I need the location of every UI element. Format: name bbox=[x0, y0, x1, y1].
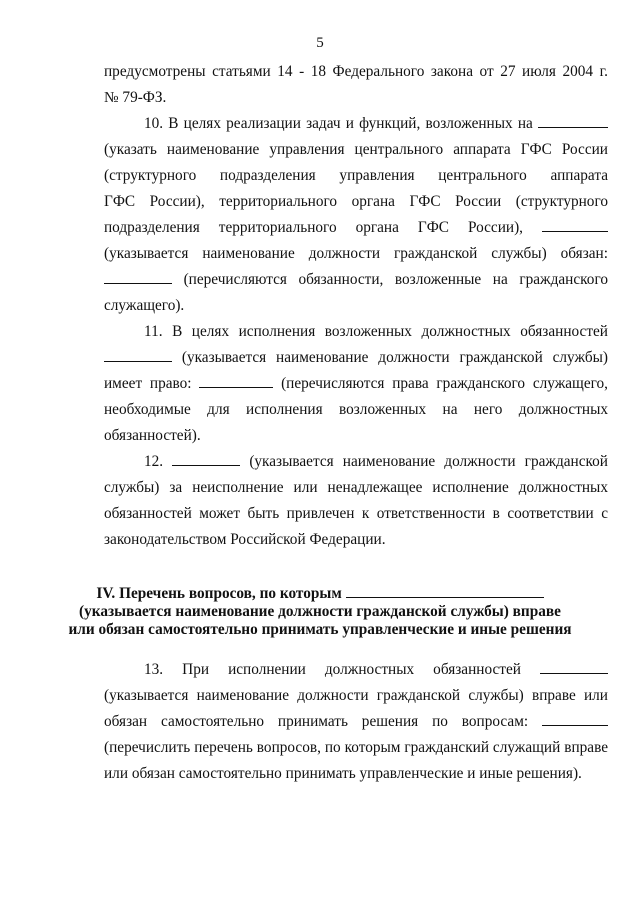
blank-line bbox=[172, 452, 240, 466]
blank-line bbox=[540, 660, 608, 674]
text-line bbox=[104, 244, 608, 264]
text-span: службы) за неисполнение или ненадлежащее исполнение должностных bbox=[104, 479, 608, 496]
text-span: предусмотрены статьями 14 - 18 Федерального закона от 27 июля 2004 г. bbox=[104, 63, 608, 80]
blank-line bbox=[542, 218, 608, 232]
text-span: (перечисляются обязанности, возложенные на гражданского bbox=[183, 271, 608, 288]
text-line bbox=[104, 192, 608, 212]
text-line bbox=[104, 426, 608, 446]
text-line bbox=[104, 88, 608, 108]
text-span: законодательством Российской Федерации. bbox=[104, 531, 386, 548]
text-span: служащего). bbox=[104, 297, 185, 314]
text-line bbox=[104, 400, 608, 420]
heading-text: (указывается наименование должности гражданской службы) вправе bbox=[79, 603, 561, 620]
text-span: или обязан самостоятельно принимать управленческие и иные решения). bbox=[104, 765, 582, 782]
text-span: (перечислить перечень вопросов, по которым гражданский служащий вправе bbox=[104, 739, 608, 756]
text-span: обязанностей может быть привлечен к ответственности в соответствии с bbox=[104, 505, 608, 522]
clause-10-line bbox=[144, 114, 608, 134]
clause-11-line bbox=[144, 322, 608, 342]
text-span: (указывается наименование должности гражданской bbox=[249, 453, 608, 470]
text-span: 13. При исполнении должностных обязанностей bbox=[144, 661, 521, 678]
text-span: необходимые для исполнения возложенных на него должностных bbox=[104, 401, 608, 418]
text-span: обязан самостоятельно принимать решения по вопросам: bbox=[104, 713, 529, 730]
blank-line bbox=[104, 270, 172, 284]
text-line bbox=[104, 140, 608, 160]
text-line bbox=[104, 166, 608, 186]
text-line bbox=[104, 348, 608, 368]
text-line bbox=[104, 296, 608, 316]
text-line bbox=[104, 504, 608, 524]
heading-text: IV. Перечень вопросов, по которым bbox=[96, 585, 342, 602]
text-line bbox=[104, 62, 608, 82]
text-line bbox=[104, 530, 608, 550]
text-span: имеет право: bbox=[104, 375, 192, 392]
blank-line bbox=[346, 584, 544, 598]
text-line bbox=[104, 712, 608, 732]
text-span: 11. В целях исполнения возложенных должностных обязанностей bbox=[144, 323, 608, 340]
text-span: (указать наименование управления центрального аппарата ГФС России bbox=[104, 141, 608, 158]
text-line bbox=[104, 374, 608, 394]
section-heading bbox=[0, 620, 640, 640]
text-span: обязанностей). bbox=[104, 427, 201, 444]
text-line bbox=[104, 686, 608, 706]
text-line bbox=[104, 270, 608, 290]
blank-line bbox=[199, 374, 273, 388]
text-span: № 79-ФЗ. bbox=[104, 89, 167, 106]
clause-13-line bbox=[144, 660, 608, 680]
text-span: подразделения территориального органа ГФС России), bbox=[104, 219, 524, 236]
blank-line bbox=[542, 712, 608, 726]
text-line bbox=[104, 218, 608, 238]
page-number: 5 bbox=[316, 35, 324, 51]
text-line bbox=[104, 478, 608, 498]
text-span: ГФС России), территориального органа ГФС России (структурного bbox=[104, 193, 608, 210]
text-span: 12. bbox=[144, 453, 164, 470]
text-span: (перечисляются права гражданского служащего, bbox=[281, 375, 608, 392]
text-span: 10. В целях реализации задач и функций, возложенных на bbox=[144, 115, 533, 132]
text-span: (структурного подразделения управления центрального аппарата bbox=[104, 167, 608, 184]
text-span: (указывается наименование должности гражданской службы) bbox=[181, 349, 608, 366]
section-heading bbox=[0, 602, 640, 622]
heading-text: или обязан самостоятельно принимать управленческие и иные решения bbox=[68, 621, 572, 638]
blank-line bbox=[538, 114, 608, 128]
text-line bbox=[104, 738, 608, 758]
blank-line bbox=[104, 348, 172, 362]
text-span: (указывается наименование должности гражданской службы) обязан: bbox=[104, 245, 608, 262]
text-span: (указывается наименование должности гражданской службы) вправе или bbox=[104, 687, 608, 704]
section-heading bbox=[0, 584, 640, 604]
clause-12-line bbox=[144, 452, 608, 472]
text-line bbox=[104, 764, 608, 784]
